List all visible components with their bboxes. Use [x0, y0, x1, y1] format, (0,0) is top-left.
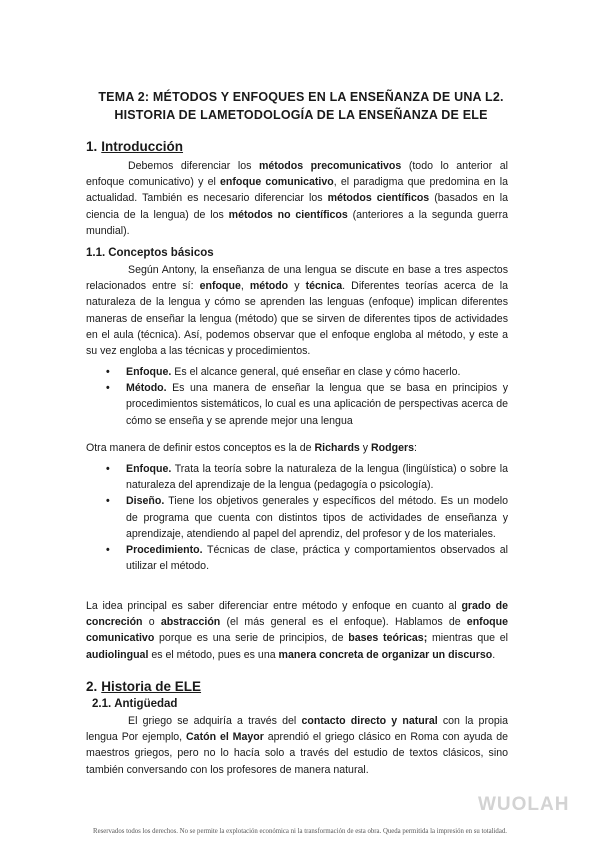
bullet-list-richards-rodgers — [106, 461, 508, 574]
text-run: Es el alcance general, qué enseñar en clase y cómo hacerlo. — [171, 366, 461, 378]
bold-term: enfoque — [199, 280, 241, 293]
section-2-1-title: Antigüedad — [114, 698, 178, 710]
bold-term: audiolingual — [86, 648, 149, 661]
bullet-dot-icon: • — [106, 463, 110, 475]
text-run: y — [288, 280, 306, 293]
section-1-1-number: 1.1. — [86, 247, 106, 259]
bold-term: métodos no científicos — [228, 208, 348, 221]
bold-term: técnica — [305, 280, 343, 293]
title-line-1: TEMA 2: MÉTODOS Y ENFOQUES EN LA ENSEÑANZA DE UNA L2. — [98, 90, 504, 104]
text-run: Es una manera de enseñar la lengua que se basa en principios y procedimientos sistemáticos, lo cual es una aplicación de perspectivas acerca de cómo se enseña y se aprende mejor una lengua — [126, 382, 508, 427]
bold-term: Enfoque. — [126, 463, 172, 475]
bold-term: Enfoque. — [126, 366, 172, 378]
title-line-2: HISTORIA DE LAMETODOLOGÍA DE LA ENSEÑANZA DE ELE — [114, 108, 488, 122]
section-1-1-heading — [86, 246, 214, 260]
text-run: Tiene los objetivos generales y específicos del método. Es un modelo de programa que cuenta con distintos tipos de actividades de enseñanza y aprendizaje, atendiendo al papel del aprendiz, del profesor y de los materiales. — [126, 495, 508, 540]
section-2-heading — [86, 679, 201, 695]
text-run: (basados en la ciencia de la lengua) de los — [86, 192, 508, 221]
bullet-dot-icon: • — [106, 544, 110, 557]
text-run: Técnicas de clase, práctica y comportamientos observados al utilizar el método. — [126, 544, 508, 573]
section-1-1-paragraph-2 — [86, 440, 508, 456]
bullet-item — [106, 461, 508, 493]
text-run: o — [142, 616, 161, 629]
section-1-number: 1. — [86, 139, 98, 154]
bullet-item — [106, 493, 508, 542]
text-run: mientras que el — [427, 632, 508, 645]
bold-term: método — [249, 280, 289, 293]
section-2-1-paragraph — [86, 713, 508, 778]
bold-term: grado de concreción — [86, 600, 509, 629]
bullet-item — [106, 380, 508, 429]
bold-term: Método. — [126, 382, 167, 395]
section-2-1-heading — [92, 697, 177, 711]
bullet-dot-icon: • — [106, 366, 110, 378]
copyright-footer: Reservados todos los derechos. No se permite la explotación económica ni la transformación de esta obra. Queda permitida la impresión en su totalidad. — [93, 828, 507, 835]
text-run: El griego se adquiría a través del — [128, 715, 302, 727]
wuolah-watermark: WUOLAH — [478, 794, 570, 815]
text-run: y — [359, 442, 372, 454]
text-run: Según Antony, la enseñanza de una lengua se discute en base a tres aspectos relacionados entre sí: — [86, 264, 508, 293]
bullet-dot-icon: • — [106, 495, 110, 508]
bold-term: métodos precomunicativos — [258, 160, 402, 172]
bullet-item — [106, 364, 508, 380]
bold-term: manera concreta de organizar un discurso — [278, 648, 493, 661]
bold-term: Rodgers — [371, 442, 414, 454]
text-run: con la propia lengua Por ejemplo, — [86, 715, 508, 744]
section-1-paragraph — [86, 158, 508, 239]
bold-term: Diseño. — [126, 495, 165, 508]
text-run: La idea principal es saber diferenciar entre método y enfoque en cuanto al — [86, 600, 462, 612]
text-run: Debemos diferenciar los — [128, 160, 259, 172]
text-run: aprendió el griego clásico en Roma con ayuda de maestros griegos, pero no lo hacía solo a través del estudio de textos clásicos, sino también conversando con los profesores de manera natural. — [86, 731, 508, 776]
text-run: (el más general es el enfoque). Hablamos de — [220, 616, 467, 629]
bold-term: bases teóricas; — [348, 632, 428, 645]
bold-term: métodos científicos — [327, 192, 430, 205]
section-1-1-title: Conceptos básicos — [108, 247, 214, 259]
section-1-heading — [86, 139, 183, 155]
text-run: (todo lo anterior al enfoque comunicativo) y el — [86, 160, 508, 189]
bold-term: Procedimiento. — [126, 544, 203, 557]
section-2-title: Historia de ELE — [101, 679, 202, 694]
document-title — [60, 88, 542, 124]
bold-term: enfoque comunicativo — [220, 176, 334, 189]
text-run: : — [414, 442, 417, 454]
section-2-1-number: 2.1. — [92, 698, 112, 710]
bullet-item — [106, 542, 508, 574]
bold-term: Catón el Mayor — [186, 731, 264, 744]
text-run: Otra manera de definir estos conceptos es la de — [86, 442, 315, 454]
section-2-number: 2. — [86, 679, 98, 694]
section-1-1-paragraph — [86, 262, 508, 359]
text-run: . Diferentes teorías acerca de la naturaleza de la lengua y cómo se aprenden las lenguas (enfoque) implican diferentes maneras de enseñar la lengua (método) que se sirven de diferentes tipos de actividades en el aula (técnica). Así, podemos observar que el enfoque engloba al método, y este a su vez engloba a las técnicas y procedimientos. — [86, 280, 508, 358]
bold-term: Richards — [314, 442, 360, 454]
bold-term: contacto directo y natural — [301, 715, 438, 727]
text-run: . — [492, 648, 496, 661]
section-1-title: Introducción — [101, 139, 184, 154]
section-1-1-paragraph-3 — [86, 598, 508, 663]
text-run: porque es una serie de principios, de — [154, 632, 349, 645]
text-run: , — [240, 280, 250, 293]
bold-term: abstracción — [160, 616, 221, 629]
text-run: Trata la teoría sobre la naturaleza de la lengua (lingüística) o sobre la naturaleza del aprendizaje de la lengua (pedagogía o psicología). — [126, 463, 508, 492]
bullet-list-antony — [106, 364, 508, 429]
bullet-dot-icon: • — [106, 382, 110, 395]
text-run: (anteriores a la segunda guerra mundial). — [86, 208, 508, 237]
text-run: , el paradigma que predomina en la actualidad. También es necesario diferenciar los — [86, 176, 508, 205]
bold-term: enfoque comunicativo — [86, 616, 508, 645]
text-run: es el método, pues es una — [148, 648, 279, 661]
